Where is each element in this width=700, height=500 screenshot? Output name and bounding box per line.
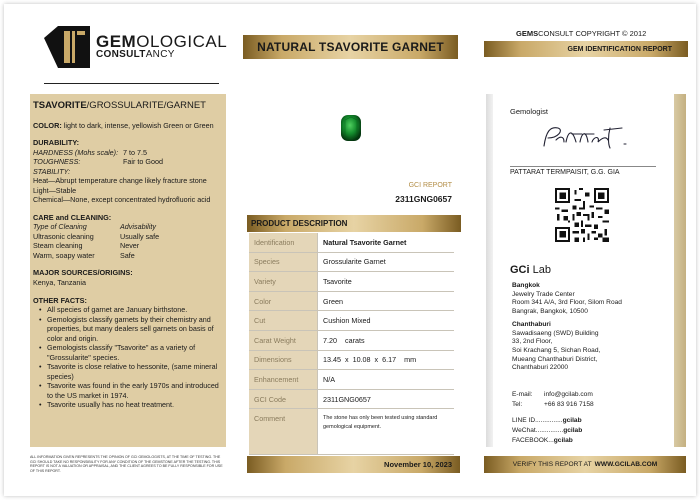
fact-item: • Gemologists classify garnets by their chemistry and properties, but many dealers sell garnets on basis of color and origin. xyxy=(41,315,225,344)
disclaimer: ALL INFORMATION GIVEN REPRESENTS THE OPINION OF GCI GEMOLOGISTS, AT THE TIME OF TESTING. THE GCI SHOULD TAKE NO RESPONSIBILITY FOR ANY CONDITION OF THE GEMSTONE AFTER THE TESTING. THIS REPORT IS NOT A VALUATION OR APPRAISAL, AND THE CLIENT AGREES TO BE FULLY RESPONSIBLE FOR USE OF THIS REPORT. xyxy=(30,455,223,474)
lab-addresses: Bangkok Jewelry Trade Center Room 341 A/A, 3rd Floor, Silom Road Bangrak, Bangkok, 10500 Chanthaburi Sawadisaeng (SWD) Building 33, 2nd Floor, Soi Krachang 5, Sichan Road, Mueang Chanthaburi District, Chanthaburi 22000 xyxy=(512,282,622,372)
report-title: NATURAL TSAVORITE GARNET xyxy=(243,35,458,59)
info-heading: TSAVORITE/GROSSULARITE/GARNET xyxy=(33,100,206,111)
gemological-logo-icon xyxy=(44,26,90,68)
facebook-id[interactable]: gcilab xyxy=(553,436,573,444)
signature xyxy=(536,122,631,154)
email-link[interactable]: info@gcilab.com xyxy=(544,391,593,398)
fact-item: • All species of garnet are January birthstone. xyxy=(41,305,225,315)
page-edge xyxy=(674,94,686,447)
table-row: Dimensions 13.45 x 10.08 x 6.17 mm xyxy=(249,350,454,370)
table-row: Enhancement N/A xyxy=(249,370,454,390)
fact-item: • Tsavorite is close relative to hessonite, (same mineral species) xyxy=(41,362,225,381)
verify-banner: VERIFY THIS REPORT AT WWW.GCILAB.COM xyxy=(484,456,686,473)
gemologist-label: Gemologist xyxy=(510,107,548,116)
gemologist-name: PATTARAT TERMPAISIT, G.G. GIA xyxy=(510,169,620,176)
report-date: November 10, 2023 xyxy=(247,456,460,473)
table-row-comment: Comment The stone has only been tested using standard gemological equipment. xyxy=(249,409,454,455)
report-number: 2311GNG0657 xyxy=(395,194,452,204)
wechat-id[interactable]: gcilab xyxy=(563,426,583,434)
durability-section: DURABILITY: HARDNESS (Mohs scale): 7 to 7.5 TOUGHNESS: Fair to Good STABILITY: Heat—Abrupt temperature change likely fracture stone Light—Stable Chemical—None, except concentrated hydrofluoric acid xyxy=(33,138,211,205)
table-row: Cut Cushion Mixed xyxy=(249,311,454,331)
sources-section: MAJOR SOURCES/ORIGINS: Kenya, Tanzania xyxy=(33,268,133,288)
logo-subtitle: CONSULTANCY xyxy=(96,49,175,60)
logo-name: GEMOLOGICAL xyxy=(96,32,228,51)
fact-item: • Gemologists classify "Tsavorite" as a variety of "Grossularite" species. xyxy=(41,343,225,362)
product-description-table xyxy=(249,233,454,455)
fact-item: • Tsavorite usually has no heat treatment. xyxy=(41,400,225,410)
lab-name: GCi Lab xyxy=(510,264,551,276)
signature-line xyxy=(510,166,656,167)
page-edge xyxy=(486,94,493,447)
table-row: Variety Tsavorite xyxy=(249,272,454,292)
table-row: Identification Natural Tsavorite Garnet xyxy=(249,233,454,252)
table-row: Carat Weight 7.20 carats xyxy=(249,330,454,350)
color-info: COLOR: light to dark, intense, yellowish Green or Green xyxy=(33,120,214,130)
brand-copyright: GEMSCONSULT COPYRIGHT © 2012 xyxy=(516,29,647,38)
gemstone-photo xyxy=(340,114,362,142)
qr-code[interactable] xyxy=(555,188,609,242)
line-id[interactable]: gcilab xyxy=(562,416,582,424)
care-section: CARE and CLEANING: Type of Cleaning Advisability Ultrasonic cleaning Usually safe Steam cleaning Never Warm, soapy water Safe xyxy=(33,212,160,260)
table-row: Color Green xyxy=(249,291,454,311)
lab-contact: E-mail: info@gcilab.com Tel: +66 83 916 7158 LINE ID...............gcilab WeChat...............gcilab FACEBOOK...gcilab xyxy=(512,391,594,444)
phone-link[interactable]: +66 83 916 7158 xyxy=(544,400,594,408)
divider xyxy=(44,83,219,84)
table-row: GCI Code 2311GNG0657 xyxy=(249,389,454,409)
info-panel-content xyxy=(33,100,225,410)
report-label: GCI REPORT xyxy=(408,182,452,189)
product-description-heading: PRODUCT DESCRIPTION xyxy=(247,215,461,232)
report-type-banner: GEM IDENTIFICATION REPORT xyxy=(484,41,688,57)
verify-link[interactable]: WWW.GCILAB.COM xyxy=(594,461,658,468)
facts-section: OTHER FACTS: • All species of garnet are January birthstone. • Gemologists classify garnets by their chemistry and properties, but many dealers sell garnets on basis of color and origin. • Gemologists classify "Tsavorite" as a variety of "Grossularite" species. • Tsavorite is close relative to hessonite, (same mineral species) • Tsavorite was found in the early 1970s and introduced to the US market in 1974. • Tsavorite usually has no heat treatment. xyxy=(33,296,225,410)
fact-item: • Tsavorite was found in the early 1970s and introduced to the US market in 1974. xyxy=(41,381,225,400)
table-row: Species Grossularite Garnet xyxy=(249,252,454,272)
